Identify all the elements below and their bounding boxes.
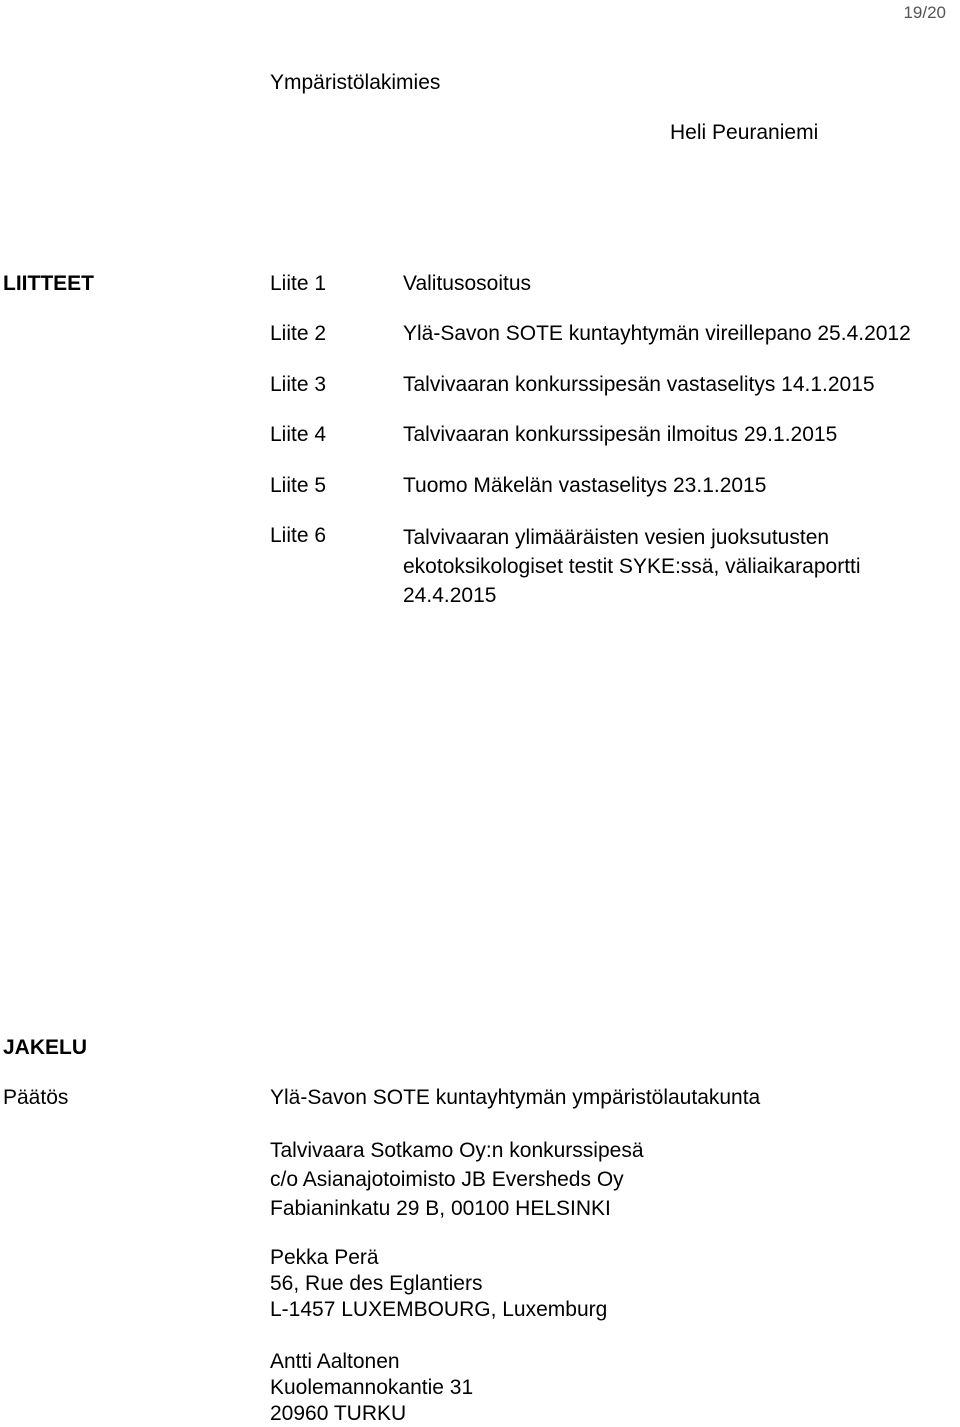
decision-label: Päätös [3,1086,69,1109]
attachment-label: Liite 1 [270,272,327,295]
attachment-label: Liite 6 [270,524,327,547]
attachment-title-line: Talvivaaran ylimääräisten vesien juoksutusten [403,526,830,549]
recipient-line: Fabianinkatu 29 B, 00100 HELSINKI [270,1197,611,1220]
recipient-line: Kuolemannokantie 31 [270,1376,474,1399]
distribution-heading: JAKELU [3,1036,88,1059]
page-number: 19/20 [903,3,946,22]
attachment-label: Liite 4 [270,423,327,446]
recipient-line: Pekka Perä [270,1246,379,1269]
attachment-title: Talvivaaran konkurssipesän vastaselitys 14.1.2015 [403,373,875,396]
attachment-label: Liite 5 [270,474,327,497]
recipient-line: 56, Rue des Eglantiers [270,1272,483,1295]
recipient-line: L-1457 LUXEMBOURG, Luxemburg [270,1298,608,1321]
signature-name: Heli Peuraniemi [670,121,819,144]
attachment-title: Talvivaaran konkurssipesän ilmoitus 29.1.2015 [403,423,838,446]
attachment-title: Ylä-Savon SOTE kuntayhtymän vireillepano 25.4.2012 [403,322,911,345]
signature-role: Ympäristölakimies [270,71,441,94]
attachment-title-line: 24.4.2015 [403,584,497,607]
attachments-heading: LIITTEET [3,272,94,295]
recipient: Ylä-Savon SOTE kuntayhtymän ympäristölautakunta [270,1086,761,1109]
recipient [270,1349,473,1427]
recipient-line: Talvivaara Sotkamo Oy:n konkurssipesä [270,1139,644,1162]
recipient-line: Antti Aaltonen [270,1350,400,1373]
recipient-line: c/o Asianajotoimisto JB Eversheds Oy [270,1168,624,1191]
attachment-label: Liite 2 [270,322,327,345]
recipient-line: 20960 TURKU [270,1402,407,1425]
attachment-title: Tuomo Mäkelän vastaselitys 23.1.2015 [403,474,767,497]
recipient [270,1245,607,1323]
recipient [270,1136,644,1223]
attachment-title-line: ekotoksikologiset testit SYKE:ssä, väliaikaraportti [403,555,861,578]
attachment-label: Liite 3 [270,373,327,396]
attachment-title [403,523,861,610]
attachment-title: Valitusosoitus [403,272,532,295]
